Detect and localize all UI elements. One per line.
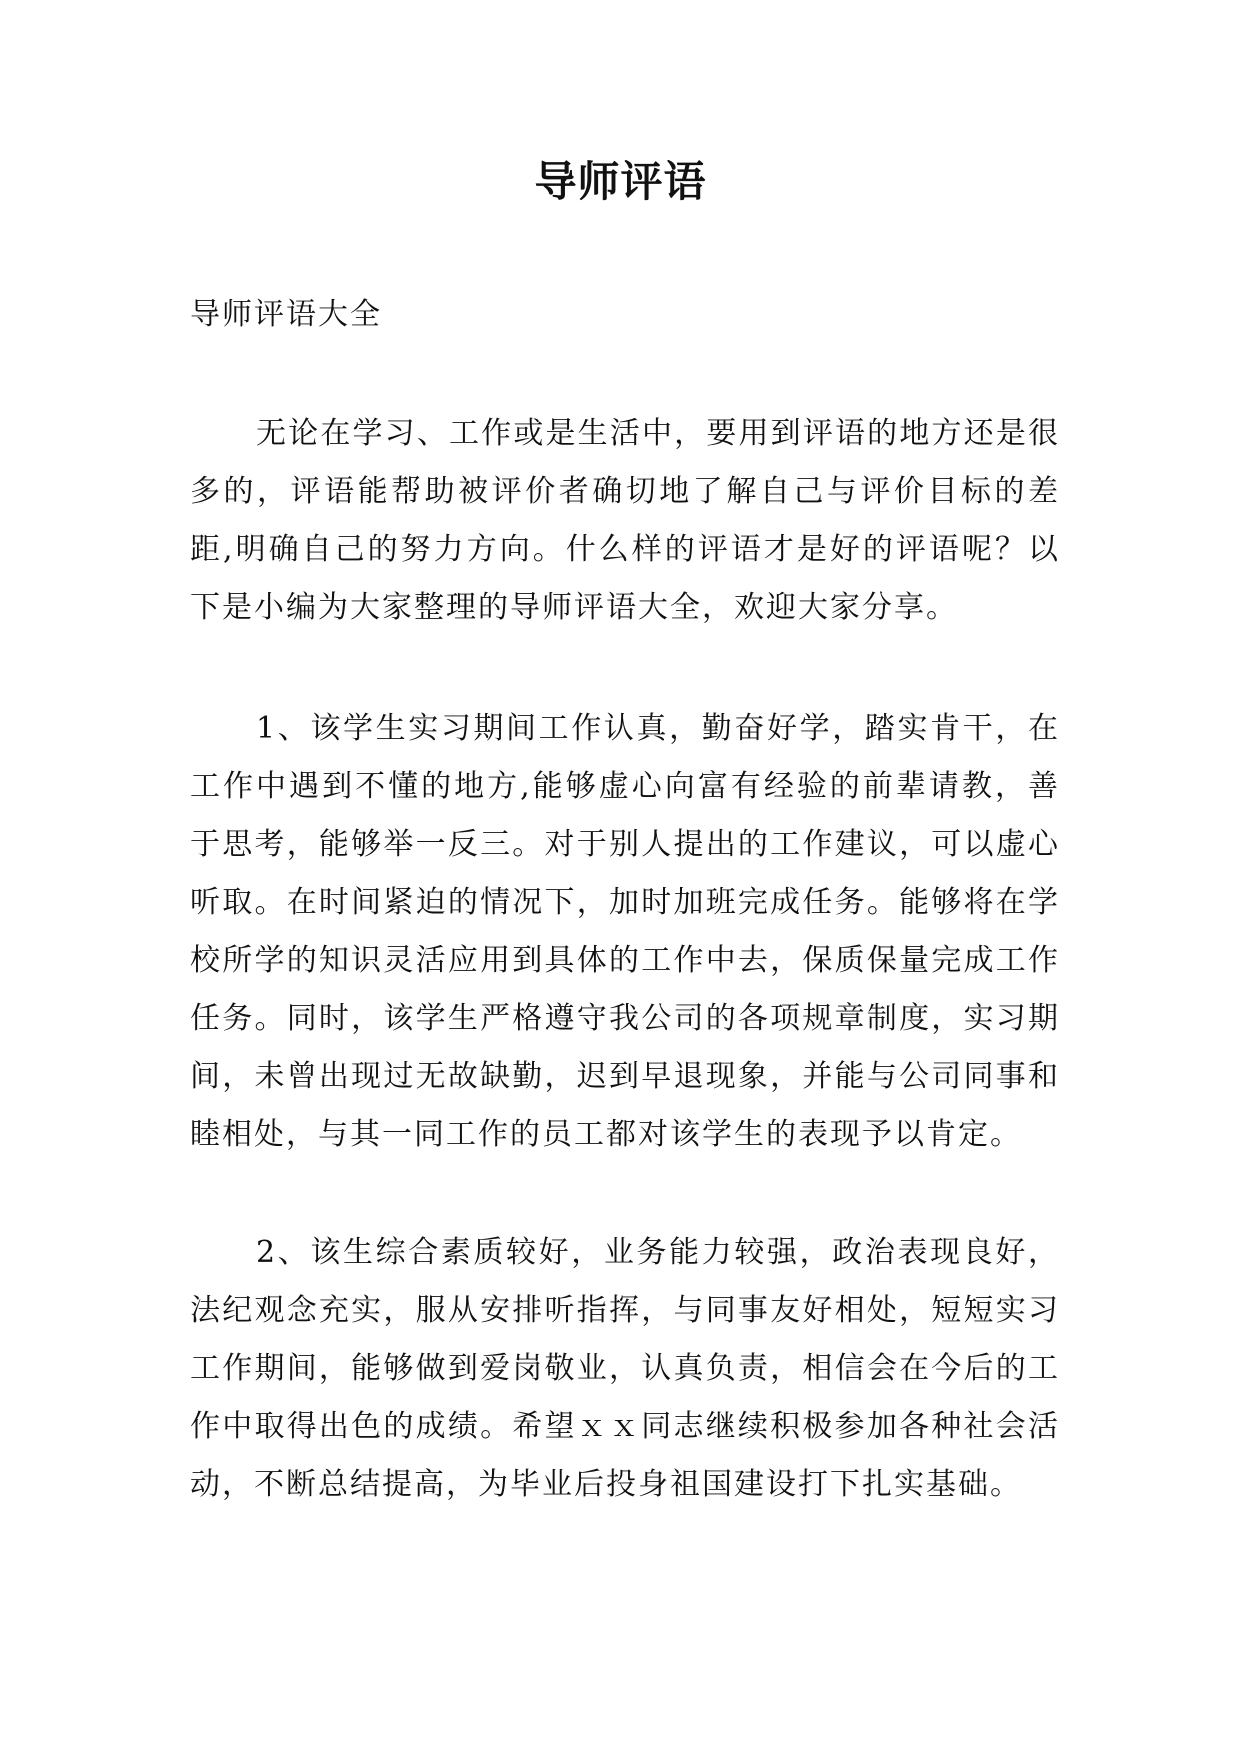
document-subtitle: 导师评语大全	[190, 297, 382, 332]
comment-paragraph-2: 2、该生综合素质较好，业务能力较强，政治表现良好，法纪观念充实，服从安排听指挥，与同事友好相处，短短实习工作期间，能够做到爱岗敬业，认真负责，相信会在今后的工作中取得出色的成绩。希望ｘｘ同志继续积极参加各种社会活动，不断总结提高，为毕业后投身祖国建设打下扎实基础。	[190, 1235, 1060, 1502]
page-title: 导师评语	[534, 157, 707, 206]
comment-paragraph-1: 1、该学生实习期间工作认真，勤奋好学，踏实肯干，在工作中遇到不懂的地方,能够虚心向富有经验的前辈请教，善于思考，能够举一反三。对于别人提出的工作建议，可以虚心听取。在时间紧迫的情况下，加时加班完成任务。能够将在学校所学的知识灵活应用到具体的工作中去，保质保量完成工作任务。同时，该学生严格遵守我公司的各项规章制度，实习期间，未曾出现过无故缺勤，迟到早退现象，并能与公司同事和睦相处，与其一同工作的员工都对该学生的表现予以肯定。	[190, 711, 1060, 1152]
intro-paragraph: 无论在学习、工作或是生活中，要用到评语的地方还是很多的，评语能帮助被评价者确切地了解自己与评价目标的差距,明确自己的努力方向。什么样的评语才是好的评语呢？以下是小编为大家整理的导师评语大全，欢迎大家分享。	[190, 416, 1060, 625]
